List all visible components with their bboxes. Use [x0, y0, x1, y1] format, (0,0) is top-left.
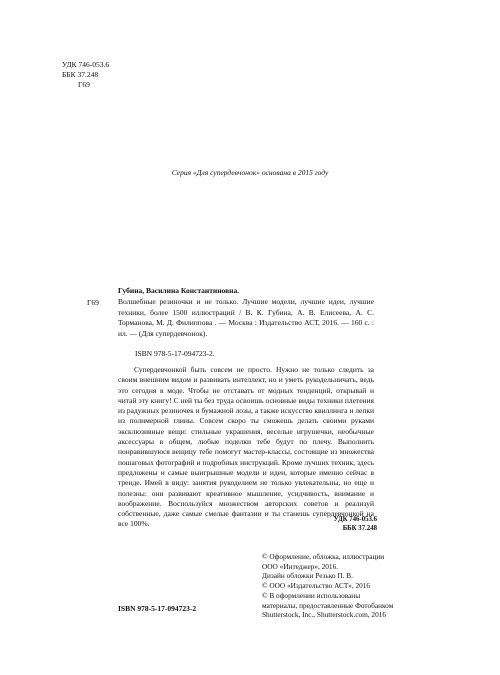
record-description: Волшебные резиночки и не только. Лучшие модели, лучшие идеи, лучшие техники, более 1500 иллюстраций / В. К. Губина, А. В. Елисеева, А. С. Торманова, М. Д. Филиппова . — Москва : Издательство АСТ, 2016. — 160 с. : ил. — (Для супердевчонок).	[118, 297, 374, 338]
author-mark: Г69	[78, 80, 90, 89]
record-isbn: ISBN 978-5-17-094723-2.	[135, 349, 215, 358]
bottom-udk: УДК 746-053.6	[333, 516, 377, 523]
copyright-credits	[262, 552, 402, 620]
isbn-bottom: ISBN 978-5-17-094723-2	[118, 604, 197, 613]
credit-line: ООО «Интеджер», 2016.	[262, 561, 339, 571]
series-note: Серия «Для супердевчонок» основана в 2015 году	[171, 168, 329, 177]
udk-code: УДК 746-053.6	[62, 60, 110, 69]
bottom-bbk: ББК 37.248	[342, 525, 377, 532]
record-annotation: Супердевчонкой быть совсем не просто. Нужно не только следить за своим внешним видом и развивать интеллект, но и уметь рукодельничать, ведь это сегодня в моде. Чтобы не отставать от модных тенденций, открывай и читай эту книгу! С ней ты без труда освоишь основные виды техники плетения из радужных резиночек и бумажной лозы, а также искусство квиллинга и лепки из полимерной глины. Совсем скоро ты сможешь делать своими руками эксклюзивные вещи: стильные украшения, веселые игрушечки, необычные аксессуары в общем, любые поделки тебе будут по плечу. Выполнить понравившуюся вещицу тебе помогут мастер-классы, состоящие из множества пошаговых фотографий и подробных инструкций. Кроме лучших техник, здесь предложены и самые выигрышные модели и идеи, которые именно сейчас в тренде. Имей в виду: занятия рукоделием не только увлекательны, но еще и полезны: они развивают креативное мышление, усидчивость, внимание и воображение. Воспользуйся множеством авторских советов и реализуй собственные, даже самые смелые фантазии и ты станешь супердевчонкой на все 100%.	[118, 365, 374, 529]
bottom-classification	[300, 515, 377, 533]
credit-line: © В оформлении использованы	[262, 590, 361, 600]
credit-line: Shutterstock, Inc., Shutterstock.com, 2016	[262, 610, 387, 620]
record-author: Губина, Василина Константиновна.	[118, 286, 240, 295]
credit-line: © Оформление, обложка, иллюстрации	[262, 552, 385, 561]
credit-line: Дизайн обложки Резько П. В.	[262, 571, 353, 581]
credit-line: материалы, предоставленные Фотобанком	[262, 600, 394, 610]
credit-line: © ООО «Издательство АСТ», 2016	[262, 581, 371, 591]
record-author-mark: Г69	[87, 298, 99, 307]
bbk-code: ББК 37.248	[62, 70, 99, 79]
classification-block	[62, 60, 109, 90]
